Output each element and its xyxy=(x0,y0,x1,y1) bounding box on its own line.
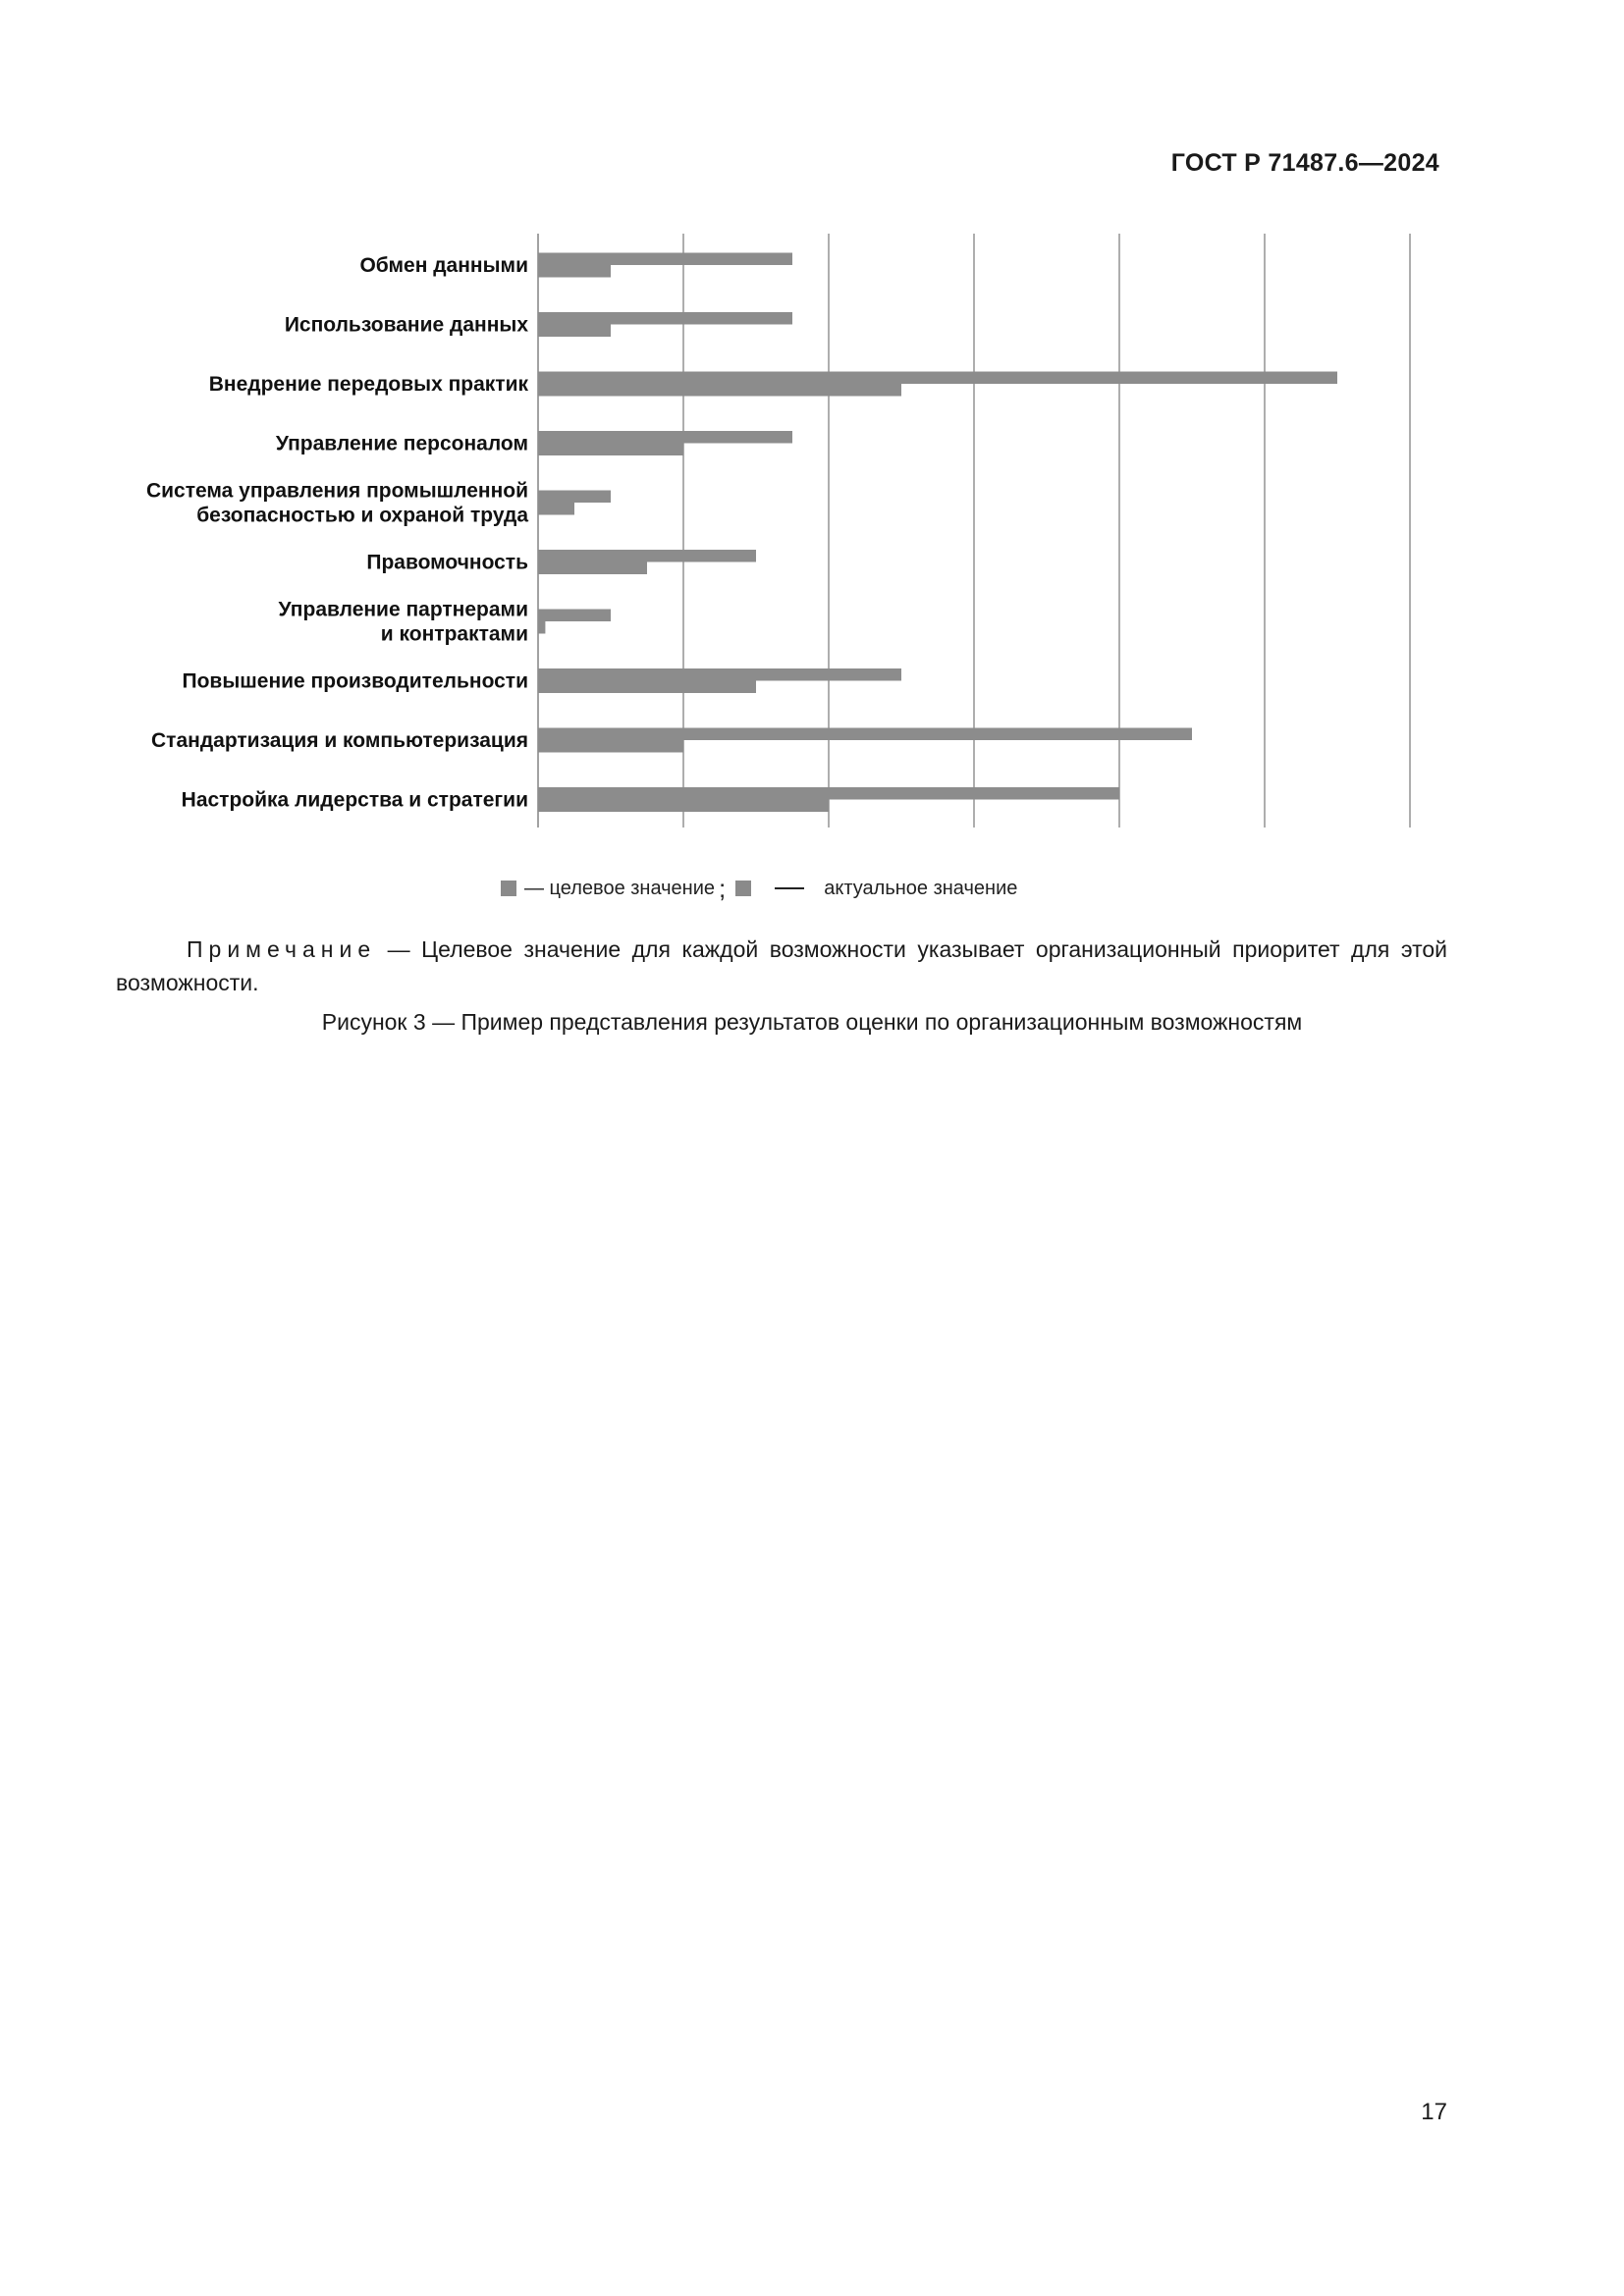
bar-target xyxy=(538,728,1192,741)
category-label: Система управления промышленной безопасностью и охраной труда xyxy=(145,479,528,527)
category-label: Управление партнерами и контрактами xyxy=(278,598,528,646)
legend-actual-dash xyxy=(775,887,804,889)
bar-actual xyxy=(538,503,574,515)
bar-target xyxy=(538,787,1119,800)
legend-target-swatch xyxy=(501,881,516,896)
chart-legend xyxy=(501,876,1017,901)
bar-actual xyxy=(538,265,611,278)
bar-target xyxy=(538,372,1337,385)
category-label: Настройка лидерства и стратегии xyxy=(181,788,528,812)
bar-target xyxy=(538,312,792,325)
bar-target xyxy=(538,550,756,562)
category-label: Обмен данными xyxy=(359,254,528,277)
legend-actual-label: актуальное значение xyxy=(824,877,1018,899)
bar-actual xyxy=(538,681,756,694)
bar-actual xyxy=(538,740,683,753)
legend-actual-swatch xyxy=(735,881,751,896)
figure-note xyxy=(116,933,1447,999)
bar-actual xyxy=(538,562,647,575)
bar-chart xyxy=(0,0,1624,864)
category-label: Управление персоналом xyxy=(275,432,528,455)
bar-actual xyxy=(538,444,683,456)
bar-target xyxy=(538,491,611,504)
chart-category-labels xyxy=(146,254,529,812)
category-label: Стандартизация и компьютеризация xyxy=(151,729,528,752)
bar-target xyxy=(538,431,792,444)
legend-target-label: — целевое значение xyxy=(524,877,716,899)
bar-actual xyxy=(538,800,829,813)
bar-actual xyxy=(538,325,611,338)
bar-target xyxy=(538,253,792,266)
note-text: — Целевое значение для каждой возможности указывает организационный приоритет для этой возможности. xyxy=(116,936,1447,995)
document-header: ГОСТ Р 71487.6—2024 xyxy=(1170,149,1439,177)
category-label: Повышение производительности xyxy=(182,669,528,693)
page-number: 17 xyxy=(1421,2099,1447,2125)
category-label: Использование данных xyxy=(284,313,528,337)
bar-target xyxy=(538,610,611,622)
figure-caption: Рисунок 3 — Пример представления результатов оценки по организационным возможностям xyxy=(321,1009,1303,1035)
category-label: Правомочность xyxy=(366,551,528,574)
bar-actual xyxy=(538,384,901,397)
legend-separator: ; xyxy=(719,874,727,903)
bar-actual xyxy=(538,621,545,634)
note-lead: Примечание xyxy=(187,936,377,962)
bar-target xyxy=(538,668,901,681)
category-label: Внедрение передовых практик xyxy=(208,373,528,396)
chart-bars xyxy=(538,253,1337,813)
